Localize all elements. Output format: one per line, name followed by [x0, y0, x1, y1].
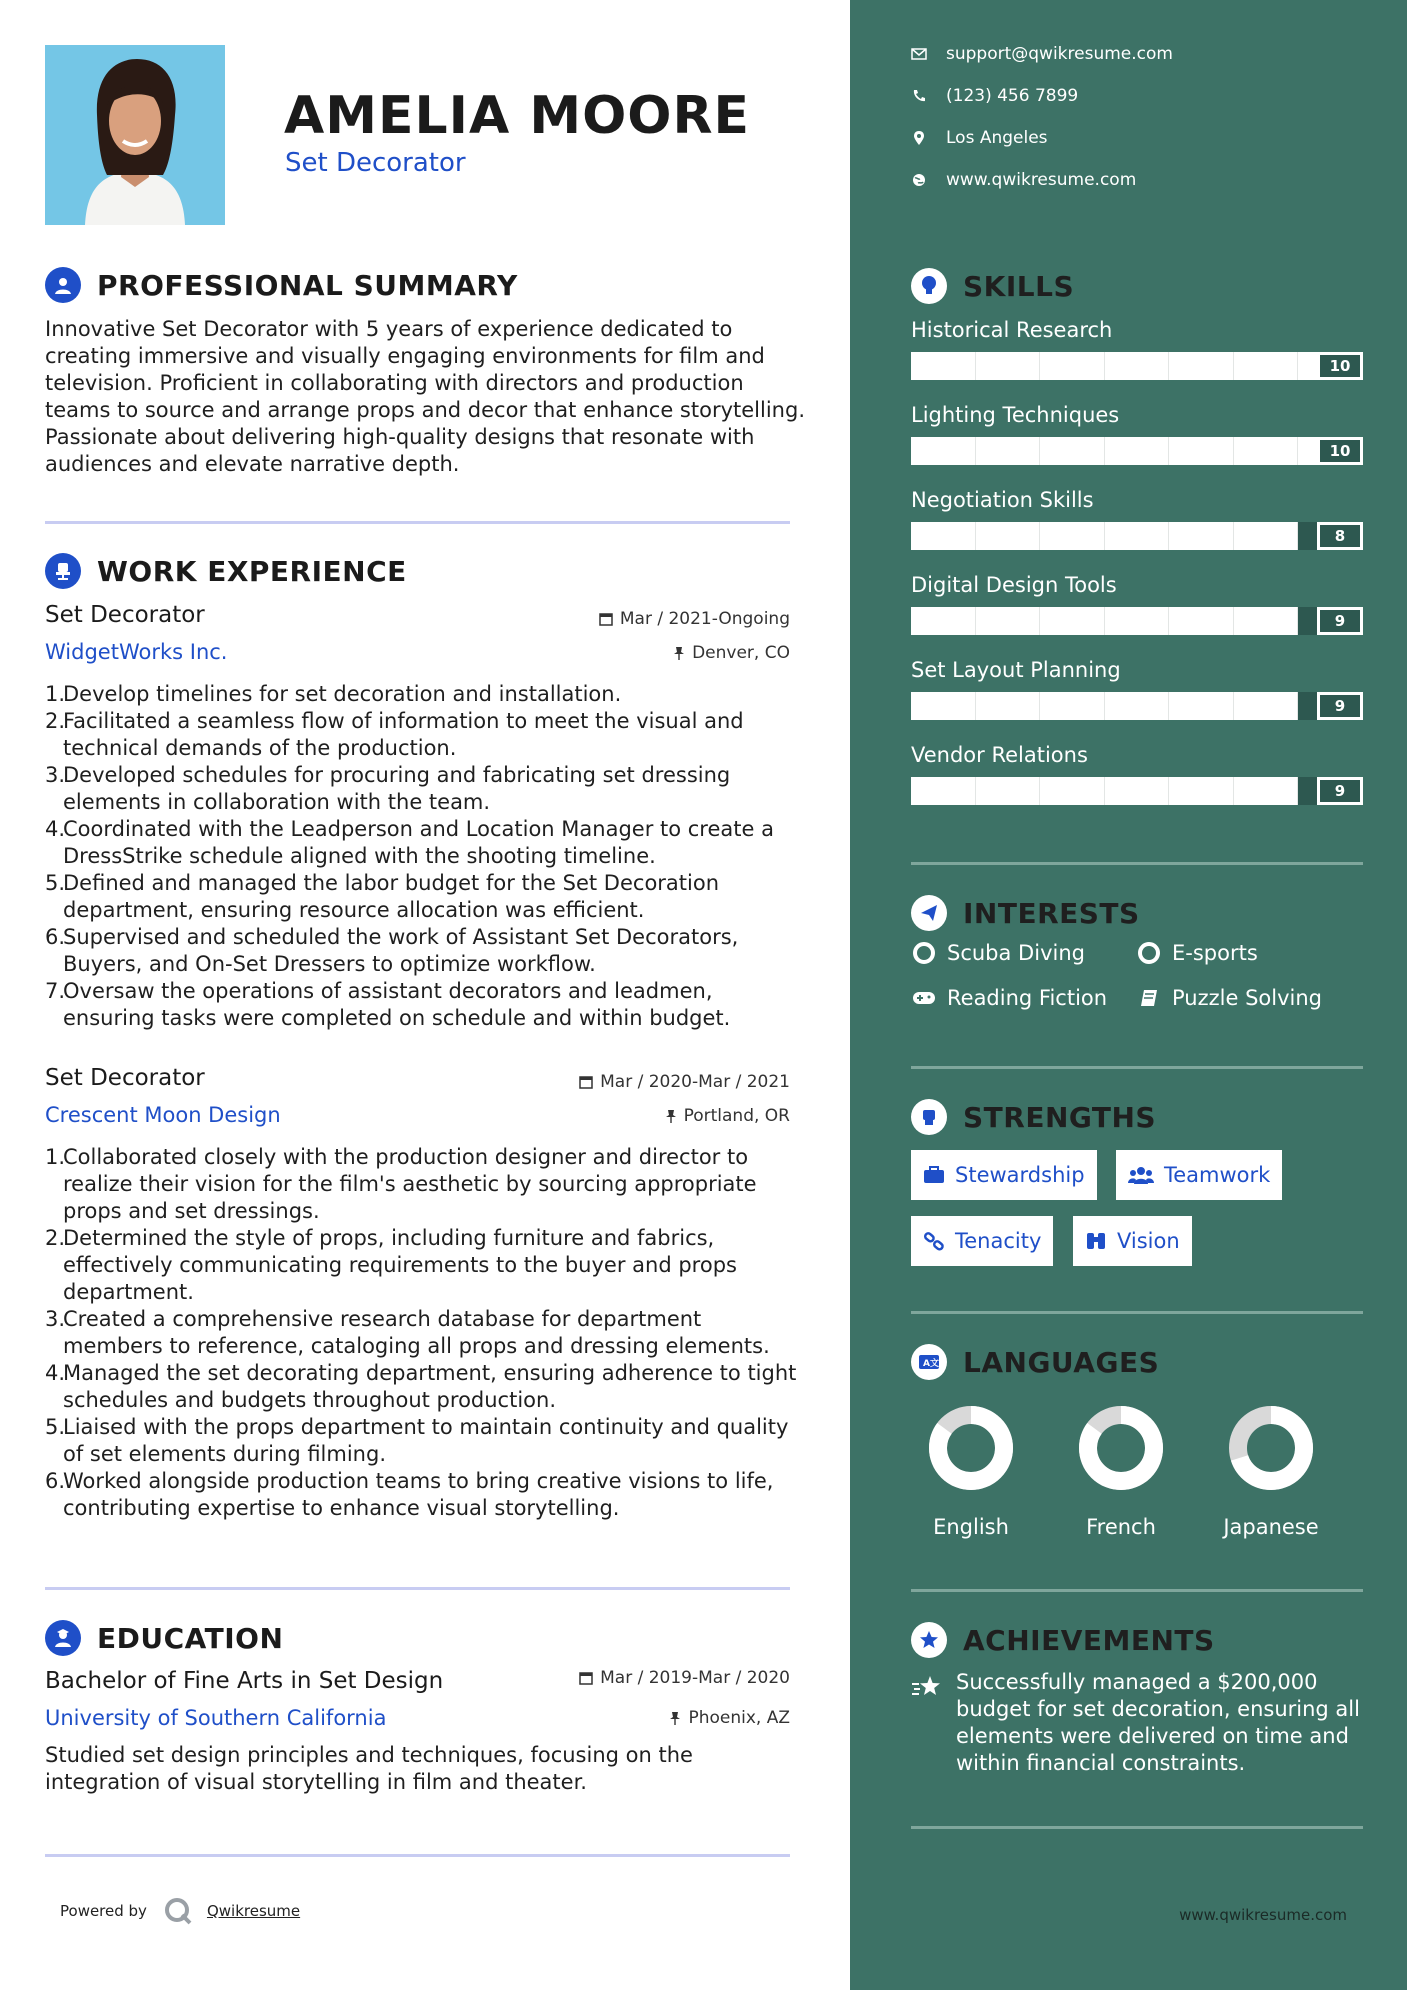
skill-bar-segment	[911, 692, 976, 720]
summary-heading-label: PROFESSIONAL SUMMARY	[97, 268, 518, 302]
section-divider	[911, 862, 1363, 865]
skill-item	[911, 403, 1363, 465]
svg-text:A: A	[923, 1359, 930, 1369]
skill-bar-segment	[976, 522, 1041, 550]
skill-score-badge: 8	[1317, 522, 1363, 550]
skill-bar-segment	[976, 692, 1041, 720]
job-title: Set Decorator	[45, 602, 205, 628]
language-name: English	[933, 1515, 1009, 1539]
summary-heading	[45, 267, 518, 303]
pin-icon	[665, 1109, 677, 1123]
map-marker-icon	[911, 130, 927, 146]
list-item: 6. Worked alongside production teams to bring creative visions to life, contributing expertise to enhance visual storytelling.	[45, 1469, 774, 1520]
list-item: 5. Liaised with the props department to maintain continuity and quality of set elements during filming.	[45, 1415, 789, 1466]
skill-name: Set Layout Planning	[911, 658, 1121, 682]
skill-name: Negotiation Skills	[911, 488, 1094, 512]
skill-bar-segment	[1234, 607, 1299, 635]
skill-bar-segment	[1169, 522, 1234, 550]
skill-item	[911, 318, 1363, 380]
phone-icon	[911, 89, 927, 103]
languages-heading-label: LANGUAGES	[963, 1345, 1160, 1379]
job-title: Set Decorator	[45, 1065, 205, 1091]
qwikresume-logo-icon	[163, 1896, 193, 1926]
gamepad-icon	[911, 990, 937, 1006]
skill-bar-segment	[1234, 522, 1299, 550]
summary-text: Innovative Set Decorator with 5 years of experience dedicated to creating immersive and visually engaging environments for film and television. Proficient in collaborating with directors and production teams to source and arrange props and decor that enhance storytelling. Passionate about delivering high-quality designs that resonate with audiences and elevate narrative depth.	[45, 317, 805, 476]
footer-powered-by	[60, 1896, 300, 1926]
fist-icon	[911, 1099, 947, 1135]
skill-score-badge: 10	[1317, 352, 1363, 380]
interest-item: Puzzle Solving	[1136, 986, 1322, 1010]
skill-bar-segment	[1105, 692, 1170, 720]
list-item: 7. Oversaw the operations of assistant decorators and leadmen, ensuring tasks were completed on schedule and within budget.	[45, 979, 731, 1030]
job-dates-text: Mar / 2020-Mar / 2021	[600, 1072, 790, 1092]
powered-by-label: Powered by	[60, 1902, 147, 1920]
skill-score-badge: 9	[1317, 692, 1363, 720]
svg-text:文: 文	[930, 1359, 940, 1369]
user-icon	[45, 267, 81, 303]
language-name: Japanese	[1223, 1515, 1319, 1539]
skill-bar-segment	[1040, 522, 1105, 550]
lightbulb-icon	[911, 268, 947, 304]
candidate-name: AMELIA MOORE	[284, 86, 751, 146]
graduate-icon	[45, 1620, 81, 1656]
section-divider	[911, 1826, 1363, 1829]
strengths-heading-label: STRENGTHS	[963, 1100, 1157, 1134]
education-location-text: Phoenix, AZ	[688, 1708, 790, 1728]
languages-heading	[911, 1344, 1159, 1380]
pin-icon	[669, 1711, 681, 1725]
skill-bar-segment	[976, 777, 1041, 805]
strengths-heading	[911, 1099, 1156, 1135]
skill-bar-segment	[1040, 352, 1105, 380]
skill-name: Lighting Techniques	[911, 403, 1120, 427]
experience-heading	[45, 553, 407, 589]
skill-bar-segment	[1040, 437, 1105, 465]
strength-tag: Tenacity	[911, 1216, 1053, 1266]
contact-website-text: www.qwikresume.com	[946, 170, 1137, 190]
section-divider	[45, 1587, 790, 1590]
skill-level-bar	[911, 692, 1363, 720]
job-company: WidgetWorks Inc.	[45, 640, 228, 664]
skill-bar-segment	[1040, 777, 1105, 805]
award-star-icon	[911, 1622, 947, 1658]
list-item: 4. Managed the set decorating department, ensuring adherence to tight schedules and budgets throughout production.	[45, 1361, 797, 1412]
achievements-heading	[911, 1622, 1215, 1658]
language-name: French	[1086, 1515, 1156, 1539]
skill-bar-segment	[976, 352, 1041, 380]
interests-heading	[911, 895, 1140, 931]
skill-bar-segment	[1234, 777, 1299, 805]
skill-bar-segment	[911, 777, 976, 805]
skill-bar-segment	[911, 607, 976, 635]
job-company: Crescent Moon Design	[45, 1103, 281, 1127]
skill-name: Digital Design Tools	[911, 573, 1117, 597]
skill-bar-segment	[1040, 607, 1105, 635]
strength-tag: Teamwork	[1116, 1150, 1282, 1200]
globe-icon	[911, 173, 927, 187]
contact-phone-text: (123) 456 7899	[946, 86, 1079, 106]
skill-bar-segment	[1234, 692, 1299, 720]
contact-website[interactable]	[911, 170, 1136, 190]
language-icon	[911, 1344, 947, 1380]
skill-item	[911, 743, 1363, 805]
skill-name: Historical Research	[911, 318, 1113, 342]
section-divider	[45, 521, 790, 524]
qwikresume-link[interactable]: Qwikresume	[206, 1902, 301, 1920]
skill-level-bar	[911, 352, 1363, 380]
job-dates-text: Mar / 2021-Ongoing	[619, 609, 790, 629]
interest-item: Reading Fiction	[911, 986, 1107, 1010]
calendar-icon	[579, 1671, 593, 1685]
skill-item	[911, 573, 1363, 635]
link-icon	[923, 1231, 945, 1251]
interests-heading-label: INTERESTS	[963, 896, 1140, 930]
job-dates	[579, 1072, 790, 1092]
users-icon	[1128, 1166, 1154, 1184]
contact-location-text: Los Angeles	[946, 128, 1048, 148]
skill-bar-segment	[1105, 352, 1170, 380]
list-item: 1. Collaborated closely with the production designer and director to realize their vision for the film's aesthetic by sourcing appropriate props and set dressings.	[45, 1145, 757, 1223]
education-heading-label: EDUCATION	[97, 1621, 284, 1655]
skill-score-badge: 9	[1317, 607, 1363, 635]
pin-icon	[673, 646, 685, 660]
contact-phone[interactable]	[911, 86, 1078, 106]
skill-item	[911, 658, 1363, 720]
job-location	[673, 643, 790, 663]
skill-bar-segment	[911, 352, 976, 380]
skill-level-bar	[911, 522, 1363, 550]
list-item: 3. Developed schedules for procuring and fabricating set dressing elements in collaboration with the team.	[45, 763, 731, 814]
briefcase-icon	[923, 1166, 945, 1184]
interest-item: E-sports	[1136, 941, 1258, 965]
strength-tag: Vision	[1073, 1216, 1192, 1266]
skill-bar-segment	[1234, 352, 1299, 380]
job-duties-list	[45, 681, 805, 1032]
envelope-icon	[911, 48, 927, 60]
skill-score-badge: 9	[1317, 777, 1363, 805]
skill-score-badge: 10	[1317, 437, 1363, 465]
calendar-icon	[599, 612, 613, 626]
skill-bar-segment	[1105, 607, 1170, 635]
degree-title: Bachelor of Fine Arts in Set Design	[45, 1668, 444, 1694]
education-heading	[45, 1620, 283, 1656]
skill-item	[911, 488, 1363, 550]
list-item: 5. Defined and managed the labor budget for the Set Decoration department, ensuring resource allocation was efficient.	[45, 871, 720, 922]
paper-plane-icon	[911, 895, 947, 931]
skill-bar-segment	[1169, 352, 1234, 380]
list-item: 3. Created a comprehensive research database for department members to reference, cataloging all props and dressing elements.	[45, 1307, 770, 1358]
education-description: Studied set design principles and techniques, focusing on the integration of visual storytelling in film and theater.	[45, 1743, 693, 1794]
skill-bar-segment	[1169, 607, 1234, 635]
book-icon	[1136, 988, 1162, 1008]
life-ring-icon	[911, 942, 937, 964]
job-dates	[599, 609, 790, 629]
strength-tag: Stewardship	[911, 1150, 1097, 1200]
skill-bar-segment	[976, 607, 1041, 635]
interest-item: Scuba Diving	[911, 941, 1085, 965]
list-item: 4. Coordinated with the Leadperson and Location Manager to create a DressStrike schedule aligned with the shooting timeline.	[45, 817, 774, 868]
contact-email[interactable]	[911, 44, 1173, 64]
language-proficiency-ring	[1228, 1405, 1314, 1491]
list-item: 1. Develop timelines for set decoration and installation.	[45, 682, 622, 706]
achievements-heading-label: ACHIEVEMENTS	[963, 1623, 1215, 1657]
skill-level-bar	[911, 607, 1363, 635]
skill-bar-segment	[1234, 437, 1299, 465]
skill-bar-segment	[1169, 692, 1234, 720]
skill-name: Vendor Relations	[911, 743, 1088, 767]
skills-heading-label: SKILLS	[963, 269, 1075, 303]
candidate-title: Set Decorator	[285, 148, 466, 178]
skill-level-bar	[911, 777, 1363, 805]
job-location	[665, 1106, 790, 1126]
skill-level-bar	[911, 437, 1363, 465]
job-location-text: Portland, OR	[683, 1106, 790, 1126]
shooting-star-icon	[911, 1674, 943, 1704]
skill-bar-segment	[976, 437, 1041, 465]
skill-bar-segment	[1105, 777, 1170, 805]
skills-heading	[911, 268, 1074, 304]
section-divider	[911, 1589, 1363, 1592]
section-divider	[45, 1854, 790, 1857]
list-item: 2. Facilitated a seamless flow of information to meet the visual and technical demands of the production.	[45, 709, 744, 760]
list-item: 2. Determined the style of props, including furniture and fabrics, effectively communicating requirements to the buyer and props department.	[45, 1226, 737, 1304]
skill-bar-segment	[1169, 437, 1234, 465]
chair-icon	[45, 553, 81, 589]
achievement-text: Successfully managed a $200,000 budget for set decoration, ensuring all elements were delivered on time and within financial constraints.	[956, 1670, 1360, 1775]
skill-bar-segment	[1105, 522, 1170, 550]
skill-bar-segment	[1040, 692, 1105, 720]
skill-bar-segment	[911, 522, 976, 550]
footer-url[interactable]: www.qwikresume.com	[1179, 1906, 1347, 1924]
list-item: 6. Supervised and scheduled the work of Assistant Set Decorators, Buyers, and On-Set Dressers to optimize workflow.	[45, 925, 739, 976]
education-dates	[579, 1668, 790, 1688]
language-item	[1196, 1405, 1346, 1539]
contact-email-text: support@qwikresume.com	[946, 44, 1173, 64]
education-dates-text: Mar / 2019-Mar / 2020	[600, 1668, 790, 1688]
section-divider	[911, 1066, 1363, 1069]
education-location	[669, 1708, 790, 1728]
calendar-icon	[579, 1075, 593, 1089]
life-ring-icon	[1136, 942, 1162, 964]
skill-bar-segment	[911, 437, 976, 465]
job-location-text: Denver, CO	[692, 643, 790, 663]
skill-bar-segment	[1169, 777, 1234, 805]
contact-location	[911, 128, 1048, 148]
skill-bar-segment	[1105, 437, 1170, 465]
language-proficiency-ring	[928, 1405, 1014, 1491]
binoculars-icon	[1085, 1231, 1107, 1251]
experience-heading-label: WORK EXPERIENCE	[97, 554, 407, 588]
job-duties-list	[45, 1144, 805, 1522]
profile-photo	[45, 45, 225, 225]
language-item	[1046, 1405, 1196, 1539]
school-name: University of Southern California	[45, 1706, 387, 1730]
language-proficiency-ring	[1078, 1405, 1164, 1491]
language-item	[896, 1405, 1046, 1539]
section-divider	[911, 1311, 1363, 1314]
